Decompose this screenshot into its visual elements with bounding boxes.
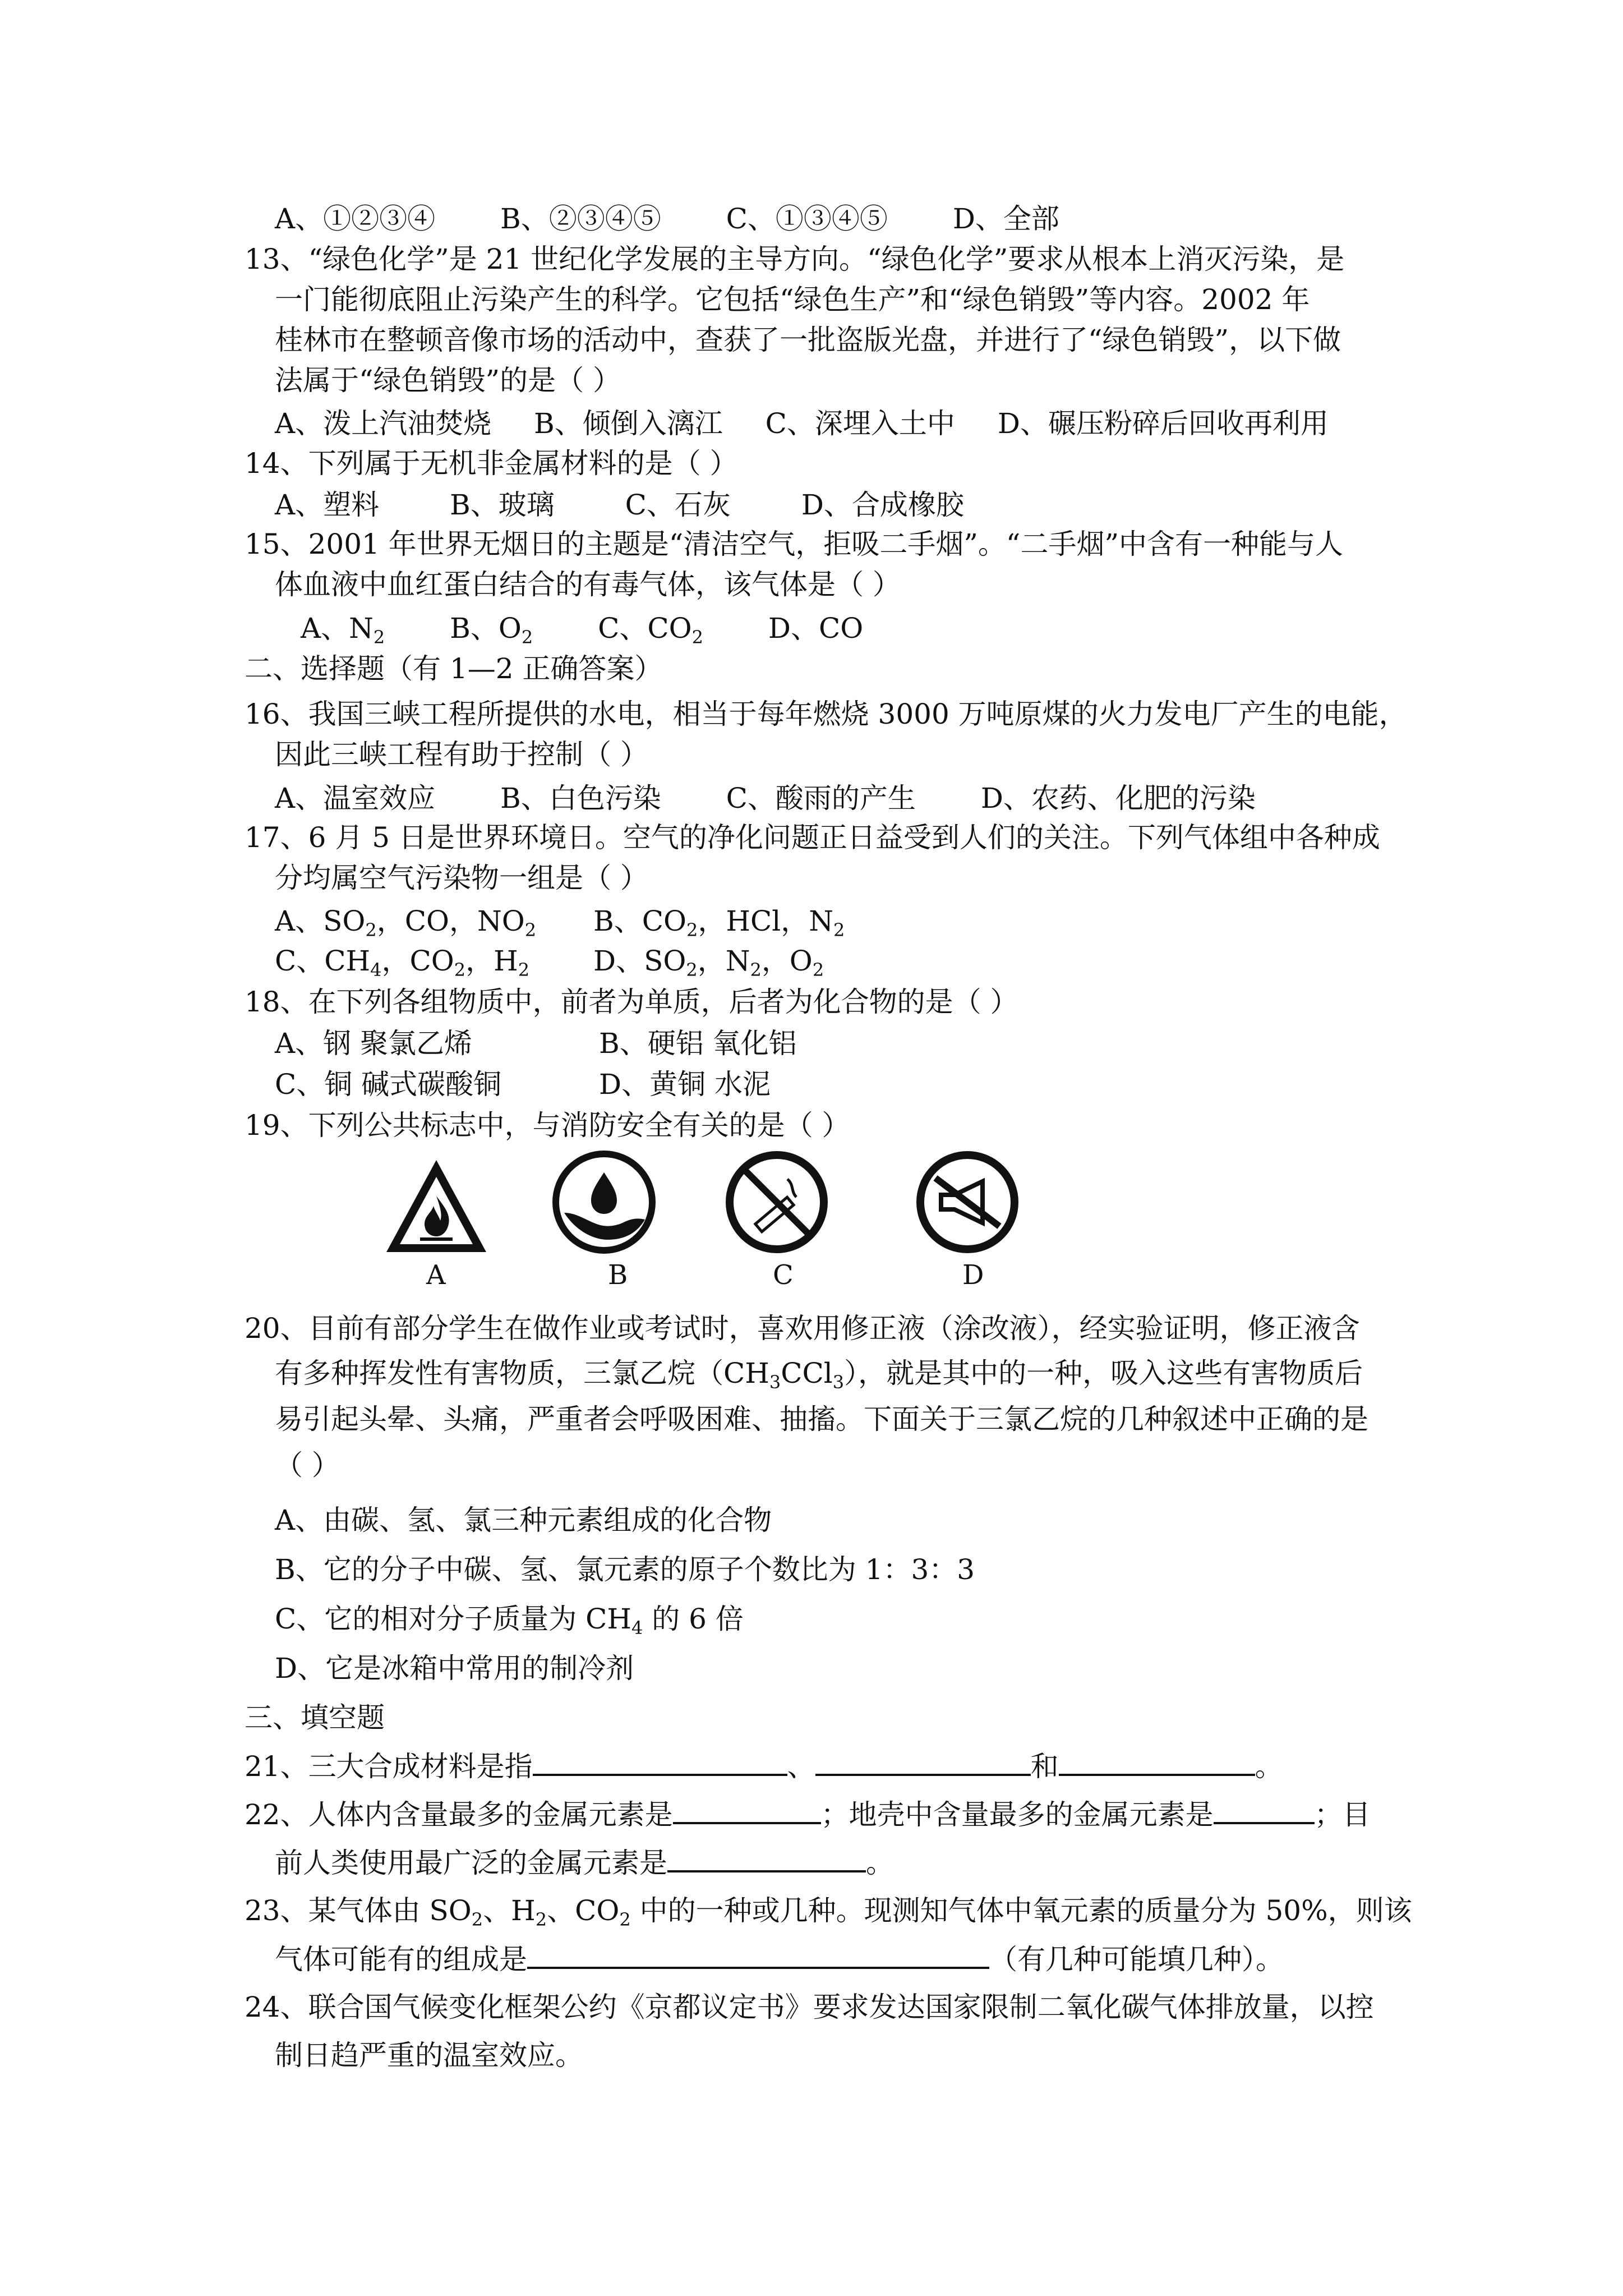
q12-option-d: D、全部 — [952, 203, 1059, 235]
sign-a-label: A — [426, 1259, 446, 1291]
q21-blank-3[interactable] — [1059, 1749, 1255, 1776]
q15-options — [301, 611, 863, 654]
q20-line-1: 20、目前有部分学生在做作业或考试时，喜欢用修正液（涂改液），经实验证明，修正液含 — [245, 1312, 1360, 1345]
q20-line-2: 有多种挥发性有害物质，三氯乙烷$(CH_3CCl_3)$，就是其中的一种，吸入这些有害物质后 — [275, 1357, 1363, 1393]
q20-option-b: B、它的分子中碳、氢、氯元素的原子个数比为 1：3：3 — [275, 1553, 975, 1586]
q18-option-b: B、硬铝 氧化铝 — [599, 1027, 797, 1060]
q22-blank-1[interactable] — [673, 1797, 821, 1824]
q12-options — [275, 202, 1059, 236]
q15-option-c: C、$CO_2$ — [598, 612, 703, 648]
q22-line-2: 前人类使用最广泛的金属元素是 。 — [275, 1847, 894, 1879]
q16-option-b: B、白色污染 — [500, 782, 661, 815]
q16-option-a: A、温室效应 — [275, 782, 436, 815]
q17-line-1: 17、6 月 5 日是世界环境日。空气的净化问题正日益受到人们的关注。下列气体组中各种成 — [245, 821, 1380, 854]
q15-option-d: D、CO — [768, 612, 864, 645]
q18-option-d: D、黄铜 水泥 — [599, 1068, 771, 1101]
q13-line-3: 桂林市在整顿音像市场的活动中，查获了一批盗版光盘，并进行了“绿色销毁”，以下做 — [275, 324, 1341, 356]
q21: 21、三大合成材料是指 、 和 。 — [245, 1750, 1283, 1783]
q15-option-a: A、$N_2$ — [301, 612, 385, 648]
q13-option-a: A、泼上汽油焚烧 — [275, 407, 492, 440]
q17-option-b: B、$CO_2$，HCl，$N_2$ — [593, 905, 845, 941]
no-smoking-icon — [725, 1150, 829, 1254]
q15-line-2: 体血液中血红蛋白结合的有毒气体，该气体是（ ） — [275, 568, 901, 601]
section-2-title: 二、选择题（有 1—2 正确答案） — [245, 652, 663, 685]
no-honking-icon — [915, 1150, 1020, 1254]
q18-option-a: A、钢 聚氯乙烯 — [275, 1027, 473, 1060]
q18-option-c: C、铜 碱式碳酸铜 — [275, 1068, 502, 1101]
q20-option-a: A、由碳、氢、氯三种元素组成的化合物 — [275, 1504, 772, 1536]
flammable-warning-icon — [383, 1157, 490, 1255]
sign-b-label: B — [608, 1259, 628, 1291]
q20-option-c: C、它的相对分子质量为 $CH_4$ 的 6 倍 — [275, 1603, 744, 1639]
q13-line-1: 13、“绿色化学”是 21 世纪化学发展的主导方向。“绿色化学”要求从根本上消灭污染，是 — [245, 243, 1345, 275]
q15-line-1: 15、2001 年世界无烟日的主题是“清洁空气，拒吸二手烟”。“二手烟”中含有一种能与人 — [245, 528, 1344, 560]
q18-stem: 18、在下列各组物质中，前者为单质，后者为化合物的是（ ） — [245, 986, 1018, 1018]
q13-line-4: 法属于“绿色销毁”的是（ ） — [275, 364, 621, 397]
q16-line-1: 16、我国三峡工程所提供的水电，相当于每年燃烧 3000 万吨原煤的火力发电厂产生的电能， — [245, 698, 1407, 730]
q13-option-c: C、深埋入土中 — [765, 407, 955, 440]
q23-line-2: 气体可能有的组成是 （有几种可能填几种）。 — [275, 1943, 1284, 1976]
q22-blank-3[interactable] — [667, 1846, 866, 1872]
q20-line-3: 易引起头晕、头痛，严重者会呼吸困难、抽搐。下面关于三氯乙烷的几种叙述中正确的是 — [275, 1403, 1368, 1435]
q16-options — [275, 781, 1256, 815]
q22-blank-2[interactable] — [1214, 1797, 1315, 1824]
q14-options — [275, 488, 964, 522]
q17-option-d: D、$SO_2$，$N_2$，$O_2$ — [593, 945, 824, 981]
q23-line-1: 23、某气体由 $SO_2$、$H_2$、$CO_2$ 中的一种或几种。现测知气体中氧元素的质量分为 50%，则该 — [245, 1894, 1412, 1930]
q23-blank[interactable] — [527, 1942, 989, 1969]
q19-stem: 19、下列公共标志中，与消防安全有关的是（ ） — [245, 1109, 850, 1142]
q14-option-c: C、石灰 — [625, 489, 731, 521]
q24-line-1: 24、联合国气候变化框架公约《京都议定书》要求发达国家限制二氧化碳气体排放量，以控 — [245, 1991, 1374, 2023]
q13-option-b: B、倾倒入漓江 — [534, 407, 723, 440]
q16-option-d: D、农药、化肥的污染 — [980, 782, 1256, 815]
section-3-title: 三、填空题 — [245, 1701, 385, 1734]
q17-option-a: A、$SO_2$，CO，$NO_2$ — [275, 905, 537, 941]
q15-option-b: B、$O_2$ — [450, 612, 533, 648]
q20-line-4: （ ） — [275, 1449, 340, 1481]
q14-option-b: B、玻璃 — [450, 489, 555, 521]
q12-option-b: B、②③④⑤ — [500, 203, 661, 235]
q12-option-a: A、①②③④ — [275, 203, 436, 235]
q21-blank-1[interactable] — [533, 1749, 787, 1776]
q16-line-2: 因此三峡工程有助于控制（ ） — [275, 738, 648, 771]
q13-line-2: 一门能彻底阻止污染产生的科学。它包括“绿色生产”和“绿色销毁”等内容。2002 年 — [275, 283, 1310, 316]
q24-line-2: 制日趋严重的温室效应。 — [275, 2039, 583, 2072]
q17-option-c: C、$CH_4$，$CO_2$，$H_2$ — [275, 945, 530, 981]
q14-stem: 14、下列属于无机非金属材料的是（ ） — [245, 447, 738, 480]
q16-option-c: C、酸雨的产生 — [726, 782, 916, 815]
q13-option-d: D、碾压粉碎后回收再利用 — [997, 407, 1329, 440]
sign-c-label: C — [773, 1259, 794, 1291]
water-drop-hand-icon — [552, 1150, 656, 1254]
q12-option-c: C、①③④⑤ — [726, 203, 888, 235]
q14-option-d: D、合成橡胶 — [801, 489, 964, 521]
sign-d-label: D — [962, 1259, 984, 1291]
q22-line-1: 22、人体内含量最多的金属元素是 ；地壳中含量最多的金属元素是 ；目 — [245, 1798, 1371, 1831]
q17-line-2: 分均属空气污染物一组是（ ） — [275, 862, 648, 894]
q14-option-a: A、塑料 — [275, 489, 380, 521]
q21-blank-2[interactable] — [815, 1749, 1031, 1776]
q20-option-d: D、它是冰箱中常用的制冷剂 — [275, 1652, 634, 1685]
q13-options — [275, 407, 1329, 440]
